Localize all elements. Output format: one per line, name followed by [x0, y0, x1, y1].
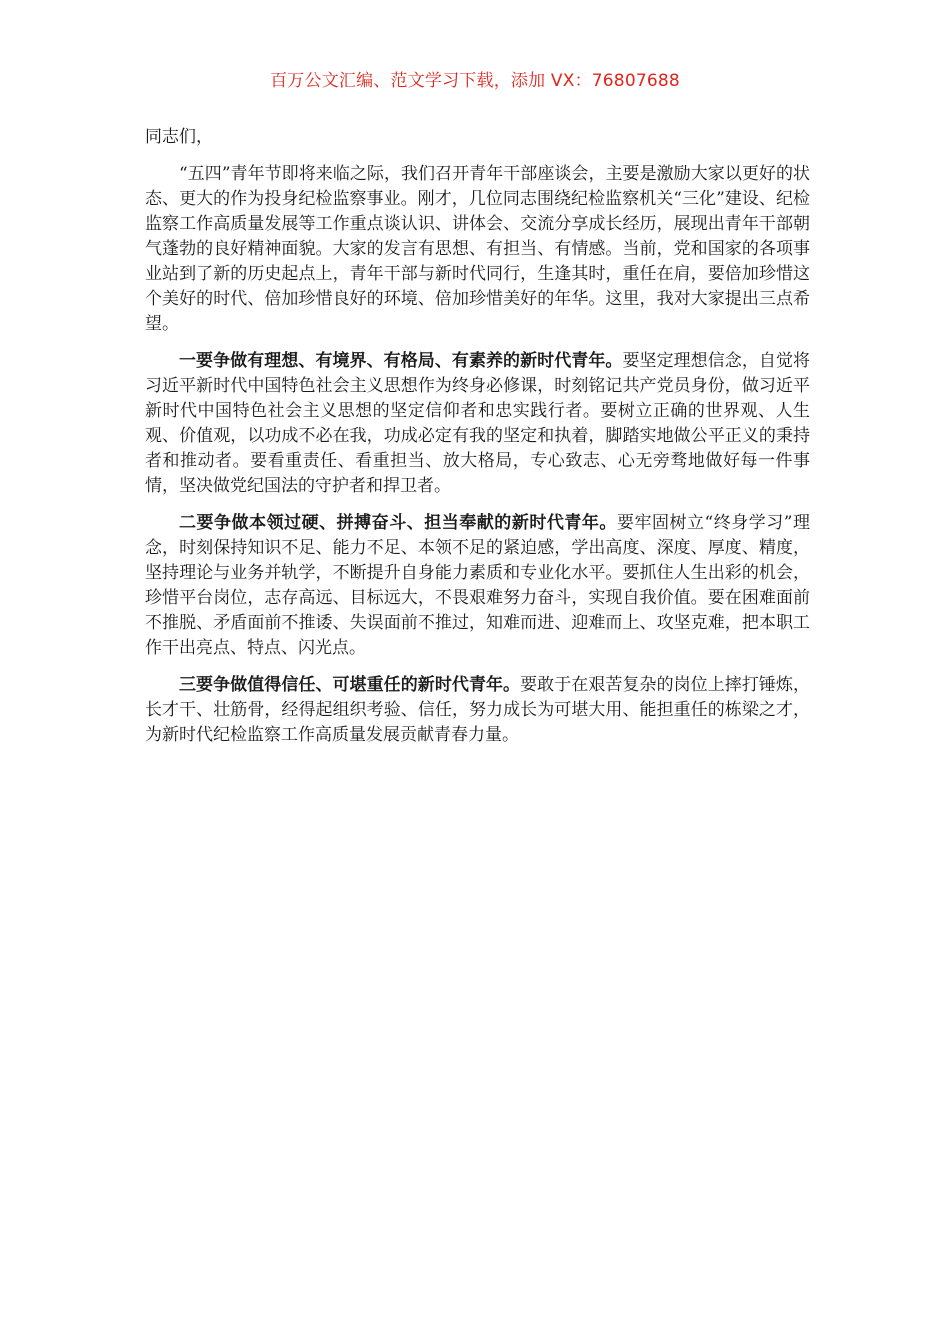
point-lead-2: 二要争做本领过硬、拼搏奋斗、担当奉献的新时代青年。 [179, 513, 617, 533]
point-body-2: 要牢固树立“终身学习”理念，时刻保持知识不足、能力不足、本领不足的紧迫感，学出高度、深度、厚度、精度，坚持理论与业务并轨学，不断提升自身能力素质和专业化水平。要抓住人生出彩的机会，珍惜平台岗位，志存高远、目标远大，不畏艰难努力奋斗，实现自我价值。要在困难面前不推脱、矛盾面前不推诿、失误面前不推过，知难而进、迎难而上、攻坚克难，把本职工作干出亮点、特点、闪光点。 [145, 513, 811, 658]
document-body [145, 125, 810, 760]
point-body-3: 要敢于在艰苦复杂的岗位上摔打锤炼，长才干、壮筋骨，经得起组织考验、信任，努力成长为可堪大用、能担重任的栋梁之才，为新时代纪检监察工作高质量发展贡献青春力量。 [145, 675, 811, 745]
point-lead-1: 一要争做有理想、有境界、有格局、有素养的新时代青年。 [179, 351, 623, 371]
point-lead-3: 三要争做值得信任、可堪重任的新时代青年。 [179, 675, 521, 695]
point-body-1: 要坚定理想信念，自觉将习近平新时代中国特色社会主义思想作为终身必修课，时刻铭记共产党员身份，做习近平新时代中国特色社会主义思想的坚定信仰者和忠实践行者。要树立正确的世界观、人生观、价值观，以功成不必在我，功成必定有我的坚定和执着，脚踏实地做公平正义的秉持者和推动者。要看重责任、看重担当、放大格局，专心致志、心无旁骛地做好每一件事情，坚决做党纪国法的守护者和捍卫者。 [145, 351, 811, 496]
salutation: 同志们， [145, 127, 213, 147]
point-paragraph-3 [145, 673, 810, 748]
point-paragraph-2 [145, 511, 810, 661]
intro-paragraph: “五四”青年节即将来临之际，我们召开青年干部座谈会，主要是激励大家以更好的状态、更大的作为投身纪检监察事业。刚才，几位同志围绕纪检监察机关“三化”建设、纪检监察工作高质量发展等工作重点谈认识、讲体会、交流分享成长经历，展现出青年干部朝气蓬勃的良好精神面貌。大家的发言有思想、有担当、有情感。当前，党和国家的各项事业站到了新的历史起点上，青年干部与新时代同行，生逢其时，重任在肩，要倍加珍惜这个美好的时代、倍加珍惜良好的环境、倍加珍惜美好的年华。这里，我对大家提出三点希望。 [145, 164, 810, 334]
watermark-header: 百万公文汇编、范文学习下载，添加 VX：76807688 [270, 71, 680, 91]
point-paragraph-1 [145, 349, 810, 499]
